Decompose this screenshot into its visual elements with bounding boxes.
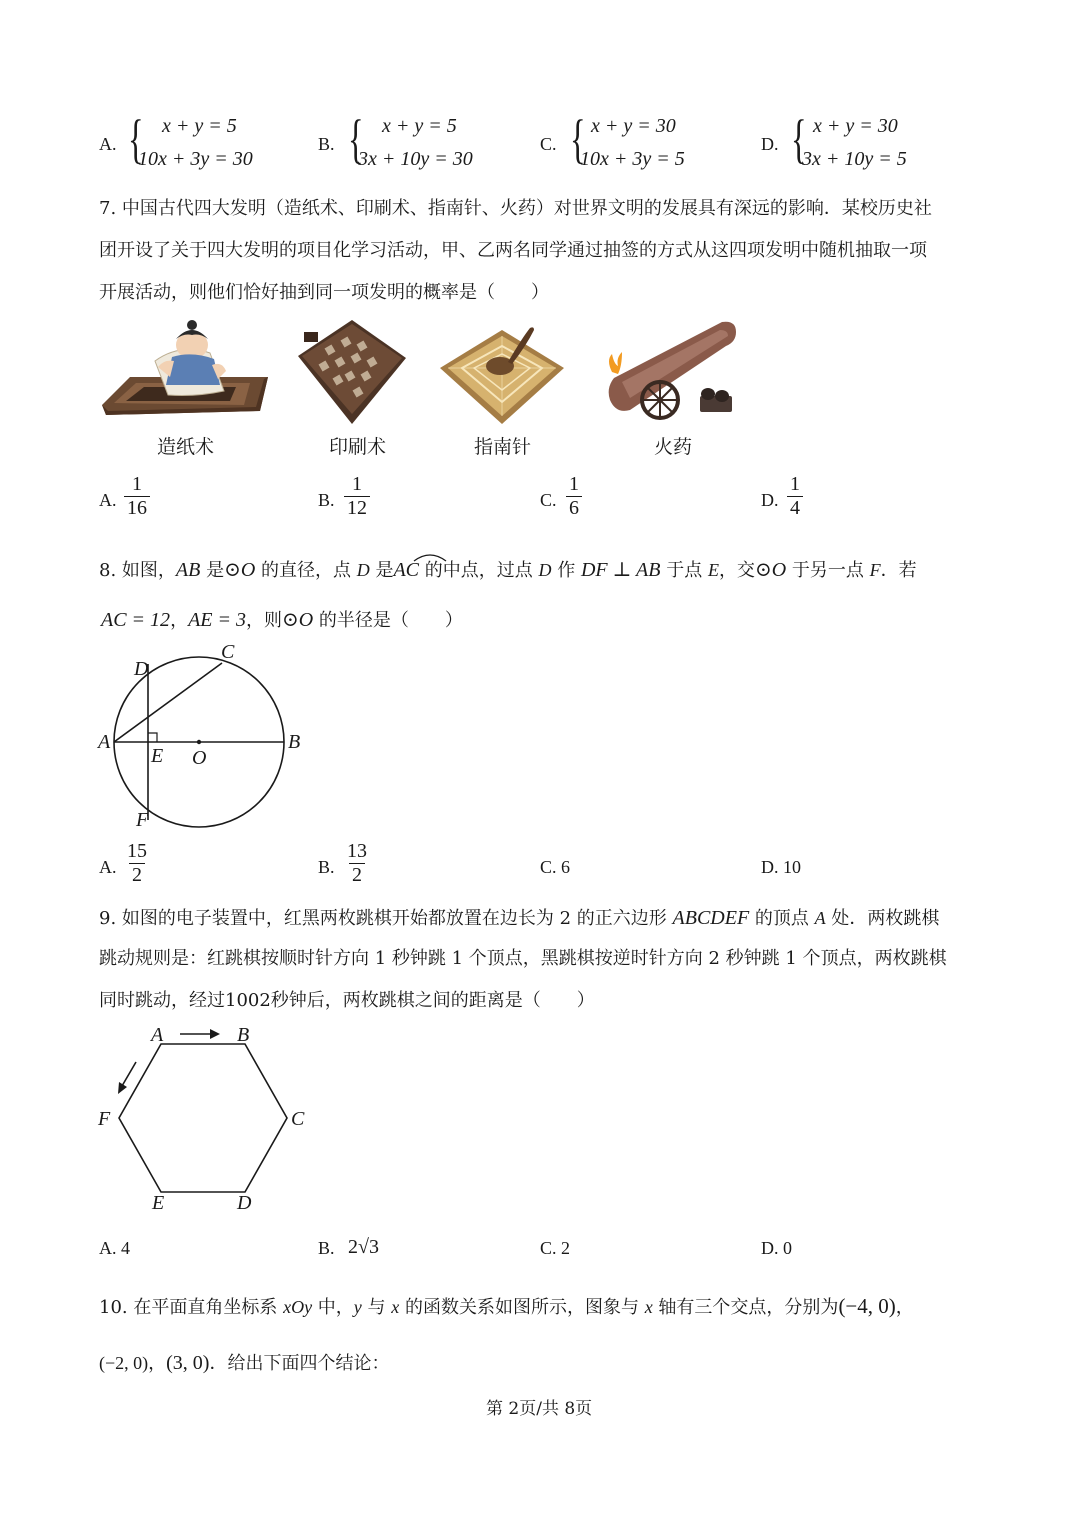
q8-text: 是 xyxy=(200,560,225,581)
q7-option-b-label: B. xyxy=(318,490,335,510)
q8-text: 于另一点 xyxy=(786,560,870,581)
point-label-c: C xyxy=(221,641,235,663)
q7-option-d-fraction xyxy=(787,473,803,520)
compass-illustration xyxy=(438,318,566,426)
q10-math: x xyxy=(644,1297,653,1317)
q8-text: 8. 如图， xyxy=(99,560,176,581)
q10-text: 10. 在平面直角坐标系 xyxy=(99,1297,284,1318)
q9-option-c: C. 2 xyxy=(540,1238,571,1258)
q8-math: E xyxy=(707,560,719,580)
q10-text: 轴有三个交点，分别为 xyxy=(652,1297,839,1318)
q8-option-b-label: B. xyxy=(318,857,335,877)
q7-option-c-fraction xyxy=(566,473,582,520)
q6-option-d-brace: { xyxy=(791,109,807,169)
q7-option-a-label: A. xyxy=(99,490,117,510)
q8-math: AE = 3 xyxy=(188,609,246,631)
q7-option-b-denominator: 12 xyxy=(344,496,370,520)
q10-text: 与 xyxy=(361,1297,392,1318)
q8-option-d: D. 10 xyxy=(761,857,801,877)
q7-stem-line3: 开展活动，则他们恰好抽到同一项发明的概率是（ ） xyxy=(99,282,549,303)
q10-text: ， xyxy=(895,1297,914,1318)
q7-option-c-numerator: 1 xyxy=(569,473,579,495)
vertex-label-d: D xyxy=(237,1192,252,1214)
q8-text: 于点 xyxy=(660,560,708,581)
q10-stem-line1 xyxy=(99,1294,914,1319)
q9-math: ABCDEF xyxy=(672,907,750,929)
q9-math: A xyxy=(814,908,826,928)
point-label-a: A xyxy=(98,731,111,753)
q7-option-c-label: C. xyxy=(540,490,557,510)
vertex-label-b: B xyxy=(237,1024,250,1046)
q10-point: (3, 0) xyxy=(166,1352,210,1374)
caption-gunpowder: 火药 xyxy=(654,436,693,458)
page-number: 第 2页/共 8页 xyxy=(486,1399,593,1419)
papermaking-illustration xyxy=(100,315,270,427)
vertex-label-e: E xyxy=(152,1192,165,1214)
q7-option-b-fraction xyxy=(344,473,370,520)
point-label-b: B xyxy=(288,731,301,753)
caption-compass: 指南针 xyxy=(474,436,532,458)
q6-option-b-eq2: 3x + 10y = 30 xyxy=(358,148,473,170)
q8-math: ⊙O xyxy=(224,559,256,581)
q7-stem-line2: 团开设了关于四大发明的项目化学习活动，甲、乙两名同学通过抽签的方式从这四项发明中随机抽取一项 xyxy=(99,240,927,261)
q8-option-b-fraction xyxy=(344,840,370,887)
q7-option-a-numerator: 1 xyxy=(132,473,142,495)
q7-option-d-numerator: 1 xyxy=(790,473,800,495)
q8-math: AB xyxy=(175,559,201,581)
q8-text: 是 xyxy=(369,560,394,581)
q6-option-a-label: A. xyxy=(99,134,117,154)
q8-math: F xyxy=(869,560,881,580)
q8-stem-line1 xyxy=(99,558,917,582)
q8-stem-line2 xyxy=(101,608,463,632)
q9-text: 处．两枚跳棋 xyxy=(825,908,940,929)
vertex-label-c: C xyxy=(291,1108,305,1130)
q8-text: ，则 xyxy=(246,610,282,631)
q10-point: (−2, 0) xyxy=(99,1353,149,1373)
q8-math: AC = 12 xyxy=(101,609,171,631)
q10-text: ．给出下面四个结论： xyxy=(209,1353,390,1374)
arc-symbol xyxy=(412,552,448,562)
point-label-f: F xyxy=(136,809,149,831)
q6-option-a-eq1: x + y = 5 xyxy=(162,115,237,137)
printing-illustration xyxy=(296,318,408,426)
q7-option-a-fraction xyxy=(124,473,150,520)
point-label-o: O xyxy=(192,747,207,769)
q7-option-b-numerator: 1 xyxy=(352,473,362,495)
caption-printing: 印刷术 xyxy=(329,436,387,458)
caption-papermaking: 造纸术 xyxy=(157,436,215,458)
q10-math: y xyxy=(353,1297,362,1317)
q6-option-c-label: C. xyxy=(540,134,557,154)
q8-option-b-denominator: 2 xyxy=(349,863,365,887)
q7-option-a-denominator: 16 xyxy=(124,496,150,520)
q7-stem-line1: 7. 中国古代四大发明（造纸术、印刷术、指南针、火药）对世界文明的发展具有深远的影响．某校历史社 xyxy=(99,198,932,219)
q8-arc-ac: AC xyxy=(393,559,420,581)
q8-text: 作 xyxy=(551,560,581,581)
q6-option-a-eq2: 10x + 3y = 30 xyxy=(138,148,253,170)
vertex-label-a: A xyxy=(151,1024,164,1046)
q9-option-b-value: 2√3 xyxy=(348,1236,379,1258)
q6-option-d-eq2: 3x + 10y = 5 xyxy=(802,148,907,170)
q6-option-a-brace: { xyxy=(128,109,144,169)
q8-math: D xyxy=(356,560,370,580)
q6-option-d-label: D. xyxy=(761,134,779,154)
q8-text: ， xyxy=(170,610,189,631)
q10-math: xOy xyxy=(283,1297,313,1317)
q8-option-a-label: A. xyxy=(99,857,117,877)
q8-text: 的直径，点 xyxy=(255,560,357,581)
q8-math: ⊙O xyxy=(282,609,314,631)
q9-text: 9. 如图的电子装置中，红黑两枚跳棋开始都放置在边长为 2 的正六边形 xyxy=(99,908,673,929)
q8-option-a-denominator: 2 xyxy=(129,863,145,887)
q8-option-c: C. 6 xyxy=(540,857,571,877)
q10-stem-line2 xyxy=(99,1351,389,1375)
q8-text: 的中点，过点 xyxy=(419,560,539,581)
q6-option-c-brace: { xyxy=(570,109,586,169)
q6-option-c-eq2: 10x + 3y = 5 xyxy=(580,148,685,170)
q6-option-b-label: B. xyxy=(318,134,335,154)
q8-math: ⊙O xyxy=(754,559,787,581)
q8-text: 的半径是（ ） xyxy=(313,610,463,631)
q9-stem-line2: 跳动规则是：红跳棋按顺时针方向 1 秒钟跳 1 个顶点，黑跳棋按逆时针方向 2 秒钟跳 1 个顶点，两枚跳棋 xyxy=(99,948,947,969)
q9-option-b-label: B. xyxy=(318,1238,335,1258)
q7-option-d-label: D. xyxy=(761,490,779,510)
q7-option-d-denominator: 4 xyxy=(787,496,803,520)
vertex-label-f: F xyxy=(98,1108,111,1130)
q8-option-b-numerator: 13 xyxy=(347,840,367,862)
q10-math: x xyxy=(391,1297,400,1317)
gunpowder-illustration xyxy=(604,316,740,422)
q10-text: 的函数关系如图所示，图象与 xyxy=(399,1297,645,1318)
q6-option-d-eq1: x + y = 30 xyxy=(813,115,898,137)
q8-option-a-numerator: 15 xyxy=(127,840,147,862)
q8-text: ．若 xyxy=(880,560,917,581)
q10-point: (−4, 0) xyxy=(838,1294,896,1318)
q6-option-c-eq1: x + y = 30 xyxy=(591,115,676,137)
q10-text: 中， xyxy=(312,1297,354,1318)
point-label-e: E xyxy=(151,745,164,767)
q9-stem-line1 xyxy=(99,906,939,930)
q8-math: DF ⊥ AB xyxy=(580,559,661,581)
q8-option-a-fraction xyxy=(124,840,150,887)
hexagon-diagram xyxy=(100,1024,310,1200)
point-label-d: D xyxy=(134,658,149,680)
q6-option-b-eq1: x + y = 5 xyxy=(382,115,457,137)
q9-option-d: D. 0 xyxy=(761,1238,792,1258)
q8-text: ，交 xyxy=(718,560,755,581)
q9-text: 的顶点 xyxy=(749,908,815,929)
q10-text: ， xyxy=(148,1353,167,1374)
q7-option-c-denominator: 6 xyxy=(566,496,582,520)
q8-math: D xyxy=(538,560,552,580)
q9-option-a: A. 4 xyxy=(99,1238,130,1258)
q9-stem-line3: 同时跳动，经过1002秒钟后，两枚跳棋之间的距离是（ ） xyxy=(99,990,595,1011)
q6-option-b-brace: { xyxy=(348,109,364,169)
circle-diagram xyxy=(96,640,316,840)
